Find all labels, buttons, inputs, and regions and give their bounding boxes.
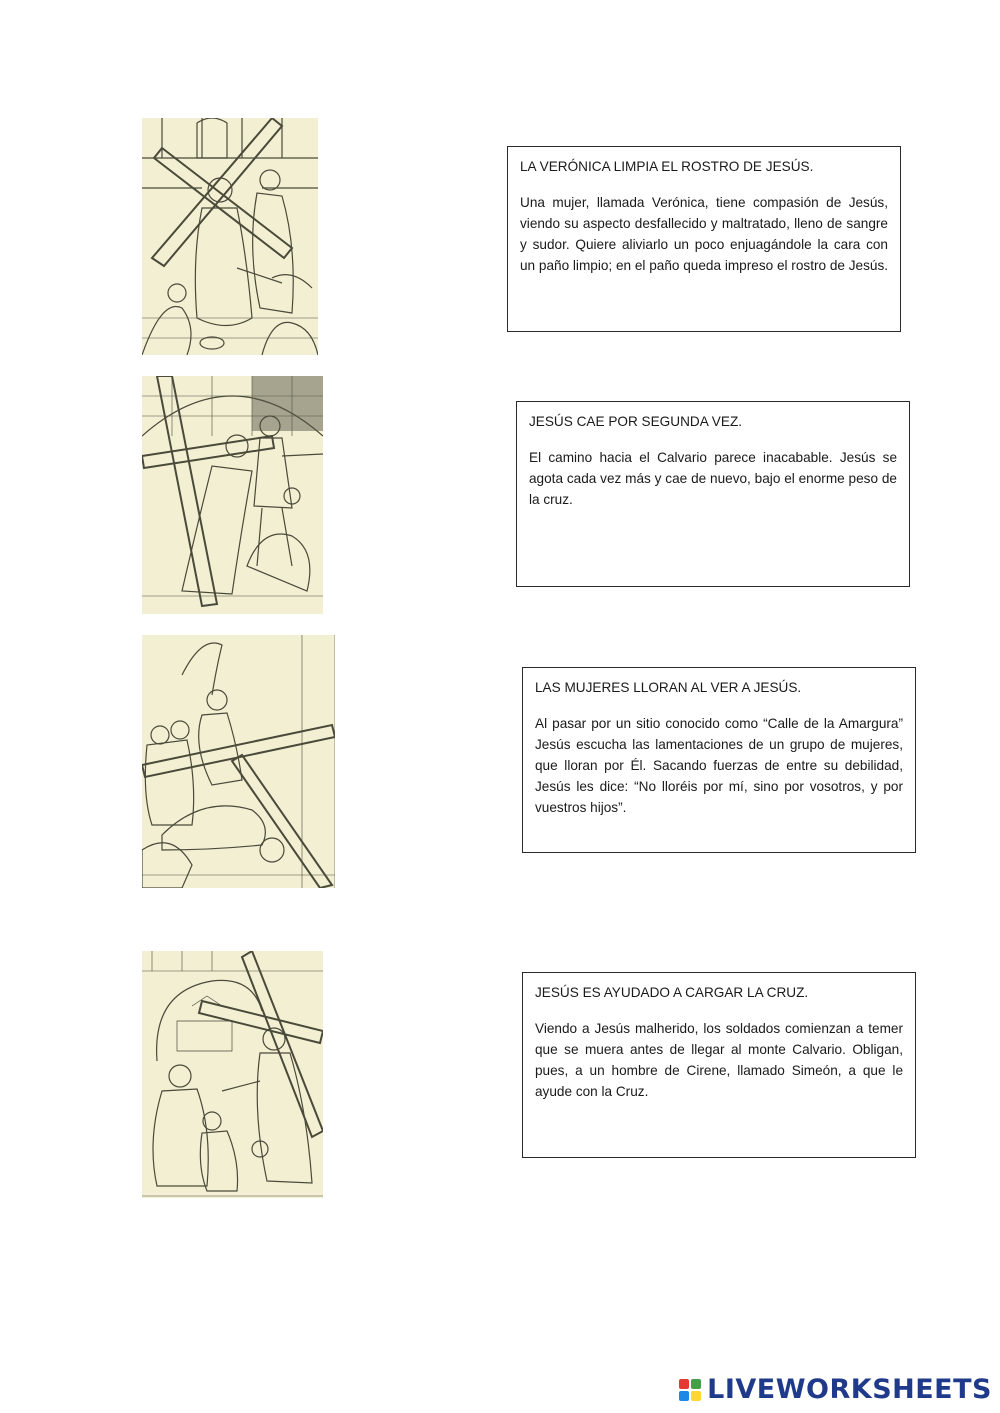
station-card-veronica bbox=[507, 146, 901, 332]
illustration-second-fall bbox=[142, 376, 323, 614]
station-card-second-fall bbox=[516, 401, 910, 587]
illustration-veronica bbox=[142, 118, 318, 355]
logo-square bbox=[679, 1379, 689, 1389]
station-text: Viendo a Jesús malherido, los soldados comienzan a temer que se muera antes de llegar al monte Calvario. Obligan, pues, a un hombre de Cirene, llamado Simeón, a que le ayude con la Cruz. bbox=[535, 1021, 903, 1099]
simon-helps-drawing bbox=[142, 951, 323, 1198]
women-weep-drawing bbox=[142, 635, 335, 888]
station-text: El camino hacia el Calvario parece inacabable. Jesús se agota cada vez más y cae de nuevo, bajo el enorme peso de la cruz. bbox=[529, 450, 897, 507]
station-text: Una mujer, llamada Verónica, tiene compasión de Jesús, viendo su aspecto desfallecido y maltratado, lleno de sangre y sudor. Quiere aliviarlo un poco enjuagándole la cara con un paño limpio; en el paño queda impreso el rostro de Jesús. bbox=[520, 195, 889, 273]
logo-square bbox=[679, 1391, 689, 1401]
station-title: LA VERÓNICA LIMPIA EL ROSTRO DE JESÚS. bbox=[520, 159, 814, 174]
illustration-simon-helps bbox=[142, 951, 323, 1198]
illustration-women-weep bbox=[142, 635, 335, 888]
logo-square bbox=[691, 1391, 701, 1401]
station-title: JESÚS CAE POR SEGUNDA VEZ. bbox=[529, 414, 743, 429]
second-fall-drawing bbox=[142, 376, 323, 614]
liveworksheets-logo-icon bbox=[679, 1379, 701, 1401]
logo-square bbox=[691, 1379, 701, 1389]
station-card-women-weep bbox=[522, 667, 916, 853]
station-title: JESÚS ES AYUDADO A CARGAR LA CRUZ. bbox=[535, 985, 809, 1000]
veronica-drawing bbox=[142, 118, 318, 355]
station-text: Al pasar por un sitio conocido como “Calle de la Amargura” Jesús escucha las lamentaciones de un grupo de mujeres, que lloran por Él. Sacando fuerzas de entre su debilidad, Jesús les dice: “No lloréis por mí, sino por vosotros, y por vuestros hijos”. bbox=[535, 716, 903, 815]
brand-wordmark: LIVEWORKSHEETS bbox=[707, 1374, 992, 1405]
station-title: LAS MUJERES LLORAN AL VER A JESÚS. bbox=[535, 680, 802, 695]
station-card-simon-helps bbox=[522, 972, 916, 1158]
liveworksheets-brand bbox=[679, 1374, 992, 1405]
